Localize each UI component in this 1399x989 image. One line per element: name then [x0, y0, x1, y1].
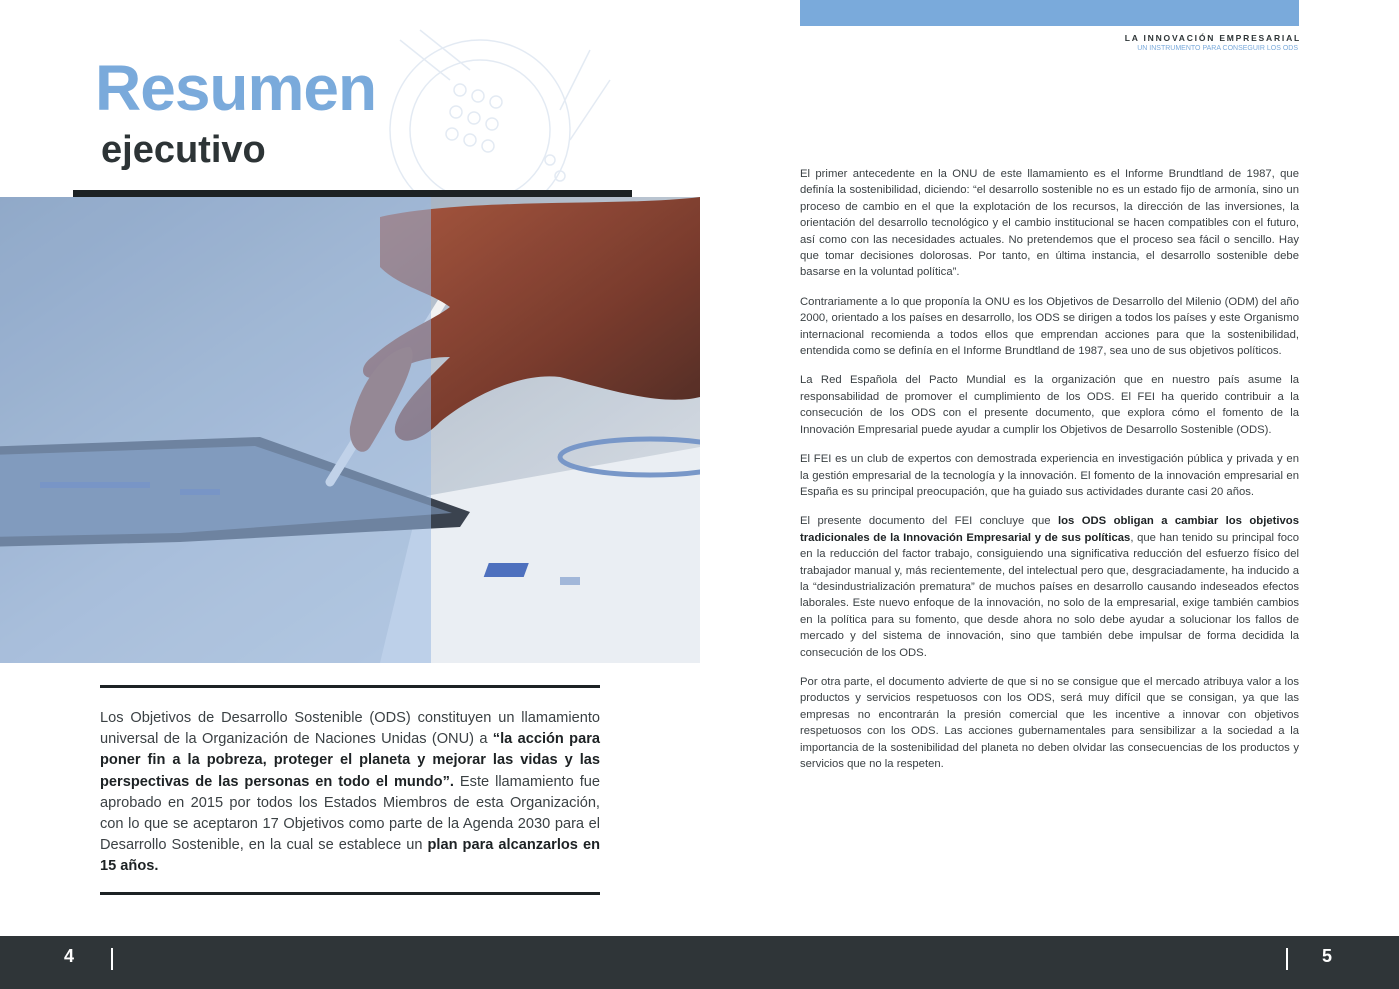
intro-paragraph: Los Objetivos de Desarrollo Sostenible (ODS) constituyen un llamamiento universal de la Organización de Naciones Unidas (ONU) a “la acción para poner fin a la pobreza, proteger el planeta y mejorar las vidas y las perspectivas de las personas en todo el mundo”. Este llamamiento fue aprobado en 2015 por todos los Estados Miembros de esta Organización, con lo que se aceptaron 17 Objetivos como parte de la Agenda 2030 para el Desarrollo Sostenible, en la cual se establece un plan para alcanzarlos en 15 años.	[100, 710, 600, 875]
body-text-column	[800, 166, 1299, 785]
body-paragraph-4: El FEI es un club de expertos con demostrada experiencia en investigación pública y privada y en la gestión empresarial de la tecnología y la innovación. El fomento de la innovación empresarial en España es su principal preocupación, que ha guiado sus actividades durante casi 20 años.	[800, 453, 1299, 498]
hero-photo	[0, 197, 700, 663]
page-number-right: 5	[1322, 946, 1333, 966]
running-header-subtitle: UN INSTRUMENTO PARA CONSEGUIR LOS ODS	[1137, 45, 1298, 52]
body-paragraph-5: El presente documento del FEI concluye que los ODS obligan a cambiar los objetivos tradicionales de la Innovación Empresarial y de sus políticas, que han tenido su principal foco en la reducción del factor trabajo, consiguiendo una significativa reducción del esfuerzo físico del trabajador manual y, más recientemente, del intelectual pero que, desgraciadamente, ha inducido a la “desindustrialización prematura” de muchos países en desarrollo causando indeseados efectos laborales. Este nuevo enfoque de la innovación, no solo de la empresarial, exige también cambios en la política para su fomento, que desde ahora no solo debe ayudar a solucionar los fallos de mercado y del sistema de innovación, sino que también debe impulsar de forma decidida la consecución de los ODS.	[800, 515, 1299, 659]
decorative-pattern	[360, 20, 680, 190]
body-paragraph-2: Contrariamente a lo que proponía la ONU es los Objetivos de Desarrollo del Milenio (ODM) del año 2000, orientado a los países en desarrollo, los ODS se dirigen a todos los países y este Organismo internacional recomienda a todos ellos que emprendan acciones para que la sostenibilidad, entendida como se definía en el Informe Brundtland de 1987, sea uno de sus objetivos políticos.	[800, 295, 1299, 358]
intro-bottom-rule	[100, 892, 600, 895]
page-footer	[0, 936, 1399, 989]
footer-separator-right	[1286, 948, 1288, 970]
header-accent-bar	[800, 0, 1299, 26]
page-title: Resumen	[95, 52, 377, 124]
body-paragraph-3: La Red Española del Pacto Mundial es la organización que en nuestro país asume la responsabilidad de promover el cumplimiento de los ODS. El FEI ha querido contribuir a la consecución de los ODS con el presente documento, que explora cómo el fomento de la Innovación Empresarial puede ayudar a cumplir los Objetivos de Desarrollo Sostenible (ODS).	[800, 374, 1299, 436]
running-header-title: LA INNOVACIÓN EMPRESARIAL	[1124, 33, 1301, 43]
intro-top-rule	[100, 685, 600, 688]
body-paragraph-6: Por otra parte, el documento advierte de que si no se consigue que el mercado atribuya valor a los productos y servicios respetuosos con los ODS, será muy difícil que se consigan, ya que las empresas no encontrarán la presión comercial que les incentive a innovar con objetivos respetuosos con los ODS. Las acciones gubernamentales para sensibilizar a la sociedad a la importancia de la sostenibilidad del planeta no deben olvidar las consecuencias de los productos y servicios que no la respeten.	[800, 675, 1299, 770]
page-subtitle: ejecutivo	[101, 129, 266, 171]
body-paragraph-1: El primer antecedente en la ONU de este llamamiento es el Informe Brundtland de 1987, que definía la sostenibilidad, diciendo: “el desarrollo sostenible no es un estado fijo de armonía, sino un proceso de cambio en el que la explotación de los recursos, la dirección de las inversiones, la orientación del desarrollo tecnológico y el cambio institucional se hacen compatibles con el futuro, así como con las necesidades actuales. No pretendemos que el proceso sea fácil o sencillo. Hay que tomar decisiones dolorosas. Por tanto, en última instancia, el desarrollo sostenible debe basarse en la voluntad política”.	[800, 168, 1299, 279]
footer-separator-left	[111, 948, 113, 970]
page-number-left: 4	[64, 946, 75, 966]
